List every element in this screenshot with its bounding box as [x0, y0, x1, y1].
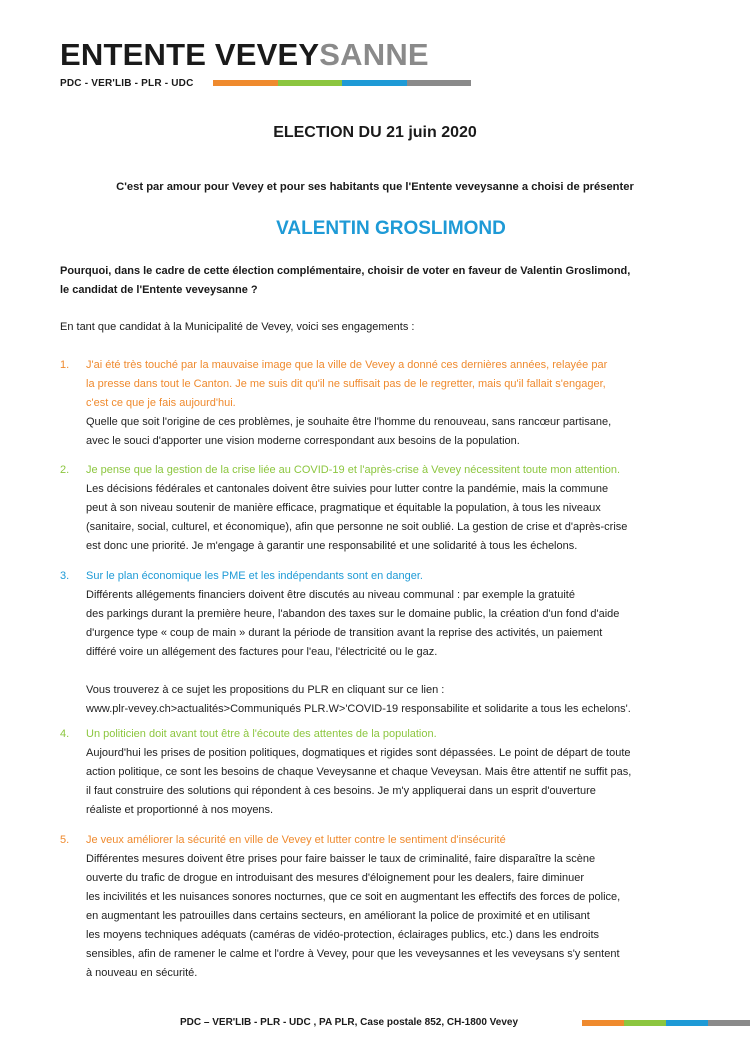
footer-address: PDC – VER'LIB - PLR - UDC , PA PLR, Case postale 852, CH-1800 Vevey: [180, 1017, 519, 1028]
item-body-line: en augmentant les patrouilles dans certains secteurs, en améliorant la police de proximité et en utilisant: [86, 910, 590, 922]
logo-bar-blue: [342, 80, 407, 86]
item-heading-line: J'ai été très touché par la mauvaise image que la ville de Vevey a donné ces dernières années, relayée par: [86, 359, 608, 371]
logo-word-sanne: SANNE: [319, 37, 429, 72]
item-number: 3.: [60, 570, 70, 582]
item-heading-line: la presse dans tout le Canton. Je me suis dit qu'il ne suffisait pas de le regretter, mais qu'il fallait s'engager,: [86, 378, 606, 390]
item-heading-line: c'est ce que je fais aujourd'hui.: [86, 397, 236, 409]
item-heading-line: Un politicien doit avant tout être à l'écoute des attentes de la population.: [86, 728, 437, 740]
item-body-line: à nouveau en sécurité.: [86, 967, 198, 979]
item-number: 4.: [60, 728, 70, 740]
item-body-line: action politique, ce sont les besoins de chaque Veveysanne et chaque Veveysan. Mais être attentif ne suffit pas,: [86, 766, 632, 778]
item-body-line: les incivilités et les nuisances sonores nocturnes, que ce soit en augmentant les effectifs des forces de police,: [86, 891, 621, 903]
plr-link[interactable]: www.plr-vevey.ch>actualités>Communiqués PLR.W>'COVID-19 responsabilite et solidarite a tous les echelons'.: [86, 703, 631, 715]
item-body-line: il faut construire des solutions qui répondent à ces besoins. Je m'y appliquerai dans un esprit d'ouverture: [86, 785, 596, 797]
item-number: 1.: [60, 359, 70, 371]
item-number: 5.: [60, 834, 70, 846]
item-body-line: Différentes mesures doivent être prises pour faire baisser le taux de criminalité, faire disparaître la scène: [86, 853, 596, 865]
question-line: le candidat de l'Entente veveysanne ?: [60, 284, 258, 296]
footer-bar-gray: [708, 1020, 750, 1026]
item-heading-line: Je veux améliorer la sécurité en ville de Vevey et lutter contre le sentiment d'insécurité: [86, 834, 506, 846]
item-body-line: ouverte du trafic de drogue en introduisant des mesures d'éloignement pour les dealers, faire diminuer: [86, 872, 584, 884]
item-body-line: est donc une priorité. Je m'engage à garantir une responsabilité et une solidarité à tous les échelons.: [86, 540, 578, 552]
item-body-line: Les décisions fédérales et cantonales doivent être suivies pour lutter contre la pandémie, mais la commune: [86, 483, 609, 495]
logo-bar-gray: [407, 80, 472, 86]
item-body-line: les moyens techniques adéquats (caméras de vidéo-protection, éclairages publics, etc.) dans les endroits: [86, 929, 599, 941]
item-spacer: [86, 662, 726, 681]
item-body-line: d'urgence type « coup de main » durant la période de transition avant la reprise des activités, un paiement: [86, 627, 603, 639]
question-line: Pourquoi, dans le cadre de cette élection complémentaire, choisir de voter en faveur de Valentin Groslimond,: [60, 265, 631, 277]
logo-bar-orange: [213, 80, 278, 86]
item-heading-line: Je pense que la gestion de la crise liée au COVID-19 et l'après-crise à Vevey nécessitent toute mon attention.: [86, 464, 621, 476]
footer-color-bar: [582, 1020, 750, 1026]
item-body-line: (sanitaire, social, culturel, et économique), afin que personne ne soit oublié. La gestion de crise et d'après-crise: [86, 521, 628, 533]
item-number: 2.: [60, 464, 70, 476]
item-body-line: différé voire un allégement des factures pour l'eau, l'électricité ou le gaz.: [86, 646, 438, 658]
logo-title: [60, 37, 429, 72]
entente-veveysanne-logo: [60, 37, 429, 89]
footer-bar-orange: [582, 1020, 624, 1026]
logo-parties-subtitle: PDC - VER'LIB - PLR - UDC: [60, 78, 194, 89]
item-body-line: sensibles, afin de ramener le calme et l'ordre à Vevey, pour que les veveysannes et les veveysans s'y sentent: [86, 948, 620, 960]
logo-bar-green: [278, 80, 343, 86]
item-body-line: avec le souci d'apporter une vision moderne correspondant aux besoins de la population.: [86, 435, 520, 447]
engagements-intro: En tant que candidat à la Municipalité de Vevey, voici ses engagements :: [60, 321, 415, 333]
item-body-line: Vous trouverez à ce sujet les propositions du PLR en cliquant sur ce lien :: [86, 684, 445, 696]
candidate-name: VALENTIN GROSLIMOND: [276, 218, 506, 239]
item-body-line: peut à son niveau soutenir de manière efficace, pragmatique et équitable la population, à tous les niveaux: [86, 502, 601, 514]
logo-word-vevey: VEVEY: [214, 37, 320, 72]
footer-bar-blue: [666, 1020, 708, 1026]
item-heading-line: Sur le plan économique les PME et les indépendants sont en danger.: [86, 570, 423, 582]
question-paragraph: [60, 262, 720, 300]
logo-color-bar: [213, 80, 471, 86]
logo-word-entente: ENTENTE: [60, 37, 215, 72]
item-body-line: Différents allégements financiers doivent être discutés au niveau communal : par exemple la gratuité: [86, 589, 575, 601]
footer-bar-green: [624, 1020, 666, 1026]
item-body-line: Aujourd'hui les prises de position politiques, dogmatiques et rigides sont dépassées. Le point de départ de toute: [86, 747, 631, 759]
item-body-line: réaliste et proportionné à nos moyens.: [86, 804, 274, 816]
item-body-line: des parkings durant la première heure, l'abandon des taxes sur le domaine public, la création d'un fond d'aide: [86, 608, 620, 620]
intro-sentence: C'est par amour pour Vevey et pour ses habitants que l'Entente veveysanne a choisi de présenter: [116, 181, 634, 193]
election-title: ELECTION DU 21 juin 2020: [273, 124, 477, 141]
item-body-line: Quelle que soit l'origine de ces problèmes, je souhaite être l'homme du renouveau, sans rancœur partisane,: [86, 416, 612, 428]
